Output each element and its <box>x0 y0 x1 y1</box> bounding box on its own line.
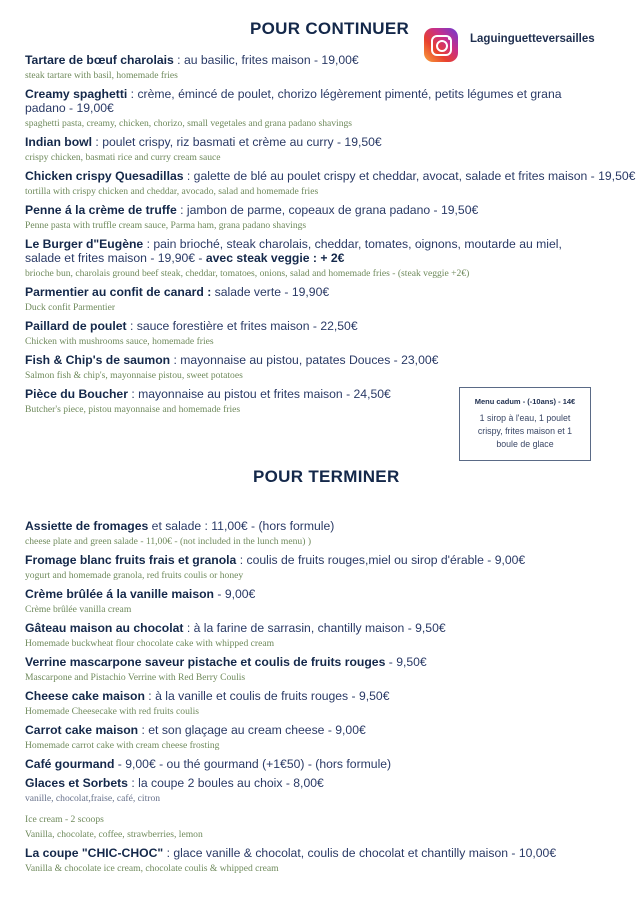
item-details: - 9,50€ <box>385 655 427 669</box>
item-translation: Homemade carrot cake with cream cheese frosting <box>25 740 220 751</box>
item-translation: steak tartare with basil, homemade fries <box>25 70 178 81</box>
item-details: - 9,00€ - ou thé gourmand (+1€50) - (hors formule) <box>114 757 392 771</box>
item-translation: Mascarpone and Pistachio Verrine with Red Berry Coulis <box>25 672 246 683</box>
item-name: Cheese cake maison <box>25 689 145 703</box>
item-details: : crème, émincé de poulet, chorizo légèrement pimenté, petits légumes et grana padano - 19,00€ <box>25 87 562 115</box>
item-details: : jambon de parme, copeaux de grana padano - 19,50€ <box>176 203 479 217</box>
item-details: - 9,00€ <box>214 587 256 601</box>
item-details: : galette de blé au poulet crispy et cheddar, avocat, salade et frites maison - 19,50€ <box>183 169 636 183</box>
menu-item <box>25 53 585 82</box>
item-name: Creamy spaghetti <box>25 87 128 101</box>
item-translation: Vanilla, chocolate, coffee, strawberries, lemon <box>25 829 203 840</box>
item-name: Tartare de bœuf charolais <box>25 53 174 67</box>
item-translation: yogurt and homemade granola, red fruits coulis or honey <box>25 570 244 581</box>
item-translation: Homemade buckwheat flour chocolate cake with whipped cream <box>25 638 275 649</box>
item-name: Glaces et Sorbets <box>25 776 128 790</box>
instagram-icon[interactable] <box>424 28 458 62</box>
item-details: : au basilic, frites maison - 19,00€ <box>173 53 359 67</box>
item-translation: tortilla with crispy chicken and cheddar, avocado, salad and homemade fries <box>25 186 319 197</box>
item-translation: spaghetti pasta, creamy, chicken, chorizo, small vegetales and grana padano shavings <box>25 118 353 129</box>
menu-item <box>25 387 445 416</box>
item-translation: Vanilla & chocolate ice cream, chocolate coulis & whipped cream <box>25 863 279 874</box>
item-translation: Butcher's piece, pistou mayonnaise and homemade fries <box>25 404 241 415</box>
menu-item <box>25 587 585 616</box>
menu-item <box>25 655 615 684</box>
menu-item <box>25 319 585 348</box>
item-name: Penne á la crème de truffe <box>25 203 177 217</box>
item-name: Le Burger d"Eugène <box>25 237 144 251</box>
terminer-list <box>0 519 640 875</box>
item-name: Indian bowl <box>25 135 93 149</box>
item-details: et salade : 11,00€ - (hors formule) <box>148 519 335 533</box>
item-name: Verrine mascarpone saveur pistache et coulis de fruits rouges <box>25 655 386 669</box>
menu-item <box>25 776 585 841</box>
menu-item <box>25 203 585 232</box>
menu-item <box>25 135 585 164</box>
item-translation: Duck confit Parmentier <box>25 302 116 313</box>
item-name: Carrot cake maison <box>25 723 139 737</box>
menu-item <box>25 519 585 548</box>
item-details: : mayonnaise au pistou, patates Douces - 23,00€ <box>170 353 439 367</box>
item-translation: Chicken with mushrooms sauce, homemade fries <box>25 336 214 347</box>
item-details: : pain brioché, steak charolais, cheddar, tomates, oignons, moutarde au miel, salade et frites maison - 19,90€ - <box>25 237 562 265</box>
item-extra: avec steak veggie : + 2€ <box>205 251 345 265</box>
item-details: : et son glaçage au cream cheese - 9,00€ <box>138 723 366 737</box>
item-translation <box>25 807 585 811</box>
section-title-terminer: POUR TERMINER <box>253 467 400 486</box>
item-details: : sauce forestière et frites maison - 22,50€ <box>126 319 358 333</box>
item-name: Chicken crispy Quesadillas <box>25 169 184 183</box>
menu-item <box>25 353 585 382</box>
menu-item <box>25 169 637 198</box>
menu-item <box>25 846 625 875</box>
section-title-continuer: POUR CONTINUER <box>250 19 410 38</box>
item-name: Parmentier au confit de canard : <box>25 285 212 299</box>
item-translation: crispy chicken, basmati rice and curry cream sauce <box>25 152 221 163</box>
menu-item <box>25 87 570 130</box>
item-details: : à la farine de sarrasin, chantilly maison - 9,50€ <box>183 621 446 635</box>
menu-item <box>25 237 570 280</box>
instagram-handle[interactable]: Laguinguetteversailles <box>470 33 595 45</box>
menu-item <box>25 757 585 771</box>
item-details: : à la vanille et coulis de fruits rouges - 9,50€ <box>144 689 390 703</box>
item-name: Pièce du Boucher <box>25 387 128 401</box>
item-name: Assiette de fromages <box>25 519 149 533</box>
menu-item <box>25 285 585 314</box>
item-translation: vanille, chocolat,fraise, café, citron <box>25 793 161 804</box>
item-translation: cheese plate and green salade - 11,00€ - (not included in the lunch menu) ) <box>25 536 312 547</box>
item-details: : coulis de fruits rouges,miel ou sirop d'érable - 9,00€ <box>236 553 526 567</box>
item-translation: Homemade Cheesecake with red fruits coulis <box>25 706 199 717</box>
item-translation: Salmon fish & chip's, mayonnaise pistou, sweet potatoes <box>25 370 243 381</box>
item-translation: Crème brûlée vanilla cream <box>25 604 132 615</box>
menu-item <box>25 621 585 650</box>
item-name: Fromage blanc fruits frais et granola <box>25 553 237 567</box>
item-translation: Ice cream - 2 scoops <box>25 814 104 825</box>
item-details: : poulet crispy, riz basmati et crème au curry - 19,50€ <box>92 135 382 149</box>
item-name: Crème brûlée á la vanille maison <box>25 587 214 601</box>
item-translation: Penne pasta with truffle cream sauce, Parma ham, grana padano shavings <box>25 220 307 231</box>
menu-item <box>25 723 585 752</box>
item-name: Fish & Chip's de saumon <box>25 353 171 367</box>
item-name: Café gourmand <box>25 757 115 771</box>
continuer-list <box>0 53 640 416</box>
menu-item <box>25 689 585 718</box>
kids-menu-title: Menu cadum - (-10ans) - 14€ <box>474 397 576 406</box>
item-details: : glace vanille & chocolat, coulis de chocolat et chantilly maison - 10,00€ <box>163 846 557 860</box>
menu-item <box>25 553 620 582</box>
item-details: salade verte - 19,90€ <box>211 285 330 299</box>
item-details: : la coupe 2 boules au choix - 8,00€ <box>127 776 324 790</box>
item-details: : mayonnaise au pistou et frites maison - 24,50€ <box>127 387 391 401</box>
item-name: Paillard de poulet <box>25 319 127 333</box>
item-name: La coupe "CHIC-CHOC" <box>25 846 164 860</box>
kids-menu-body: 1 sirop à l'eau, 1 poulet crispy, frites maison et 1 boule de glace <box>477 413 573 449</box>
item-name: Gâteau maison au chocolat <box>25 621 184 635</box>
kids-menu-box <box>459 387 591 461</box>
item-translation: brioche bun, charolais ground beef steak, cheddar, tomatoes, onions, salad and homemade fries - (steak veggie +2€) <box>25 268 470 279</box>
